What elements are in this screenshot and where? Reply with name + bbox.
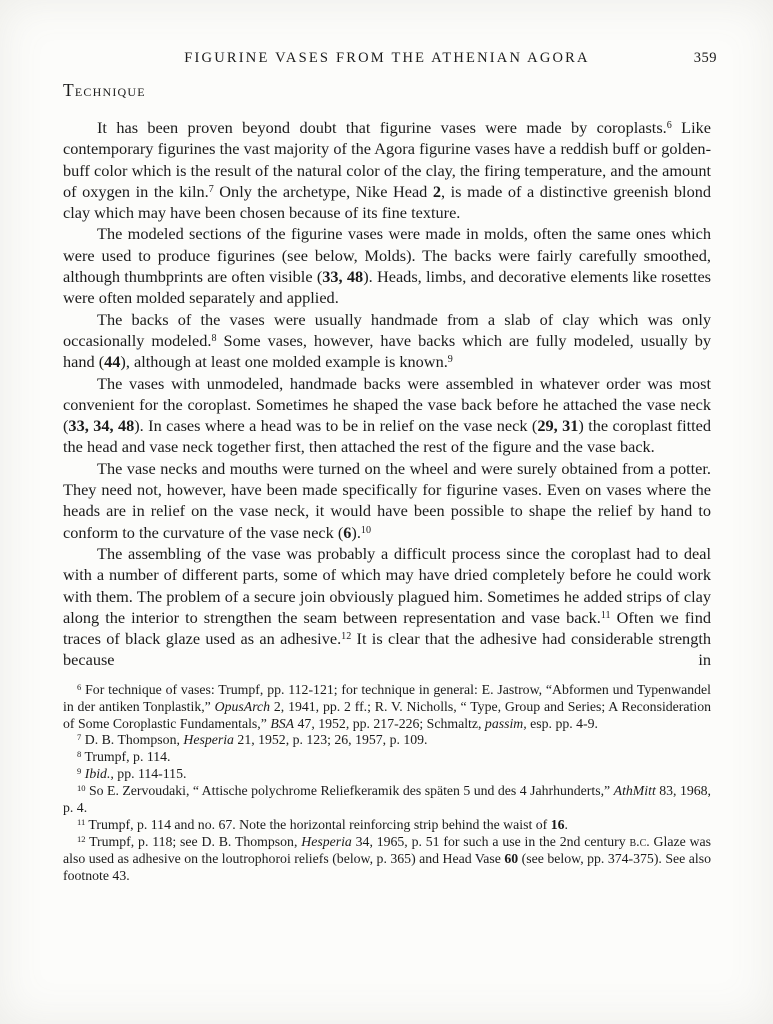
page-number: 359 bbox=[693, 50, 717, 66]
text-segment: Some vases, however, have backs which are fully modeled, usually by hand ( bbox=[63, 330, 711, 372]
text-segment: Only the archetype, Nike Head bbox=[213, 181, 433, 201]
text-segment: Trumpf, p. 118; see D. B. Thompson, bbox=[85, 833, 302, 849]
text-segment: esp. pp. 4-9. bbox=[526, 715, 598, 731]
footnote bbox=[63, 732, 711, 749]
text-segment: . bbox=[564, 816, 568, 832]
text-segment: ). bbox=[351, 522, 361, 542]
running-head bbox=[63, 50, 717, 66]
paragraph bbox=[63, 223, 711, 308]
footnote-marker: 11 bbox=[77, 816, 86, 827]
text-segment: 6 bbox=[343, 522, 352, 542]
paragraph bbox=[63, 373, 711, 458]
text-segment: For technique of vases: Trumpf, pp. 112-121; for technique in general: E. Jastrow, “Abformen und Typenwandel in der antiken Tonplastik,” bbox=[63, 681, 711, 714]
running-head-title: FIGURINE VASES FROM THE ATHENIAN AGORA bbox=[184, 50, 590, 66]
footnote bbox=[63, 783, 711, 817]
text-segment: OpusArch bbox=[214, 698, 271, 714]
text-segment: , is made of a distinctive greenish blond clay which may have been chosen because of its fine texture. bbox=[63, 181, 711, 223]
text-segment: D. B. Thompson, bbox=[81, 732, 184, 748]
text-segment: Trumpf, p. 114. bbox=[81, 749, 171, 765]
paragraph bbox=[63, 309, 711, 373]
text-segment: Trumpf, p. 114 and no. 67. Note the horizontal reinforcing strip behind the waist of bbox=[85, 816, 551, 832]
text-segment: ). Heads, limbs, and decorative elements like rosettes were often molded separately and applied. bbox=[63, 267, 712, 308]
paragraph bbox=[63, 458, 711, 543]
footnote bbox=[63, 834, 711, 885]
text-segment: The backs of the vases were usually handmade from a slab of clay which was only occasionally modeled. bbox=[63, 309, 711, 350]
footnote bbox=[63, 682, 711, 733]
text-segment: Often we find traces of black glaze used as an adhesive. bbox=[63, 607, 711, 649]
text-segment: 21, 1952, p. 123; 26, 1957, p. 109. bbox=[233, 732, 428, 748]
text-segment: (see below, pp. 374-375). See also footnote 43. bbox=[63, 850, 711, 883]
text-segment: Ibid., bbox=[84, 766, 114, 782]
footnote-marker: 12 bbox=[77, 833, 86, 844]
text-segment: 33, 48 bbox=[322, 267, 364, 287]
text-segment: 29, 31 bbox=[537, 416, 579, 436]
text-segment: Hesperia bbox=[183, 732, 234, 748]
footnote-marker: 6 bbox=[77, 681, 82, 692]
text-segment: pp. 114-115. bbox=[113, 766, 187, 782]
text-segment: 33, 34, 48 bbox=[68, 416, 135, 436]
text-segment: It is clear that the adhesive had considerable strength because in bbox=[63, 629, 712, 670]
footnote-marker: 10 bbox=[77, 783, 86, 794]
text-segment: ), although at least one molded example is known. bbox=[120, 352, 448, 372]
text-segment: Glaze was also used as adhesive on the loutrophoroi reliefs (below, p. 365) and Head Vase bbox=[63, 833, 711, 866]
footnote-marker: 7 bbox=[208, 184, 214, 196]
text-segment: 60 bbox=[504, 850, 519, 866]
footnote-marker: 8 bbox=[77, 749, 82, 760]
footnote-marker: 8 bbox=[211, 333, 217, 345]
footnote-marker: 11 bbox=[600, 609, 611, 621]
footnote-marker: 10 bbox=[360, 524, 372, 536]
footnote-marker: 9 bbox=[447, 354, 453, 366]
footnote-marker: 6 bbox=[666, 120, 672, 132]
text-segment: Hesperia bbox=[301, 833, 352, 849]
paragraph bbox=[63, 543, 711, 671]
footnote-marker: 12 bbox=[341, 631, 352, 643]
text-segment: passim, bbox=[484, 715, 527, 731]
text-segment: It has been proven beyond doubt that figurine vases were made by coroplasts. bbox=[97, 118, 667, 137]
text-segment: 44 bbox=[104, 352, 121, 372]
text-segment: ) the coroplast fitted the head and vase neck together first, then attached the rest of the figure and the vase back. bbox=[63, 416, 712, 457]
text-segment: The modeled sections of the figurine vases were made in molds, often the same ones which were used to produce figurines (see below, Molds). The backs were fairly carefully smoothed, although thumbprints are often visible ( bbox=[63, 224, 711, 287]
footnote bbox=[63, 817, 711, 834]
text-segment: The assembling of the vase was probably a difficult process since the coroplast had to deal with a number of different parts, some of which may have dried completely before he could work with them. The problem of a secure join obviously plagued him. Sometimes he added strips of clay along the interior to strengthen the seam between representation and vase back. bbox=[63, 543, 711, 627]
footnotes bbox=[63, 682, 711, 885]
section-heading: Technique bbox=[63, 80, 146, 100]
text-segment: 16 bbox=[550, 816, 565, 832]
text-segment: 47, 1952, pp. 217-226; Schmaltz, bbox=[294, 715, 485, 731]
text-segment: BSA bbox=[270, 715, 295, 731]
text-segment: ). In cases where a head was to be in relief on the vase neck ( bbox=[134, 416, 538, 436]
text-segment: b.c. bbox=[629, 833, 650, 849]
text-segment: 2, 1941, pp. 2 ff.; R. V. Nicholls, “ Type, Group and Series; A Reconsideration of Some Coroplastic Fundamentals,” bbox=[63, 698, 711, 731]
text-segment: 2 bbox=[432, 181, 442, 201]
text-segment: Like contemporary figurines the vast majority of the Agora figurine vases have a reddish buff or golden-buff color which is the result of the natural color of the clay, the firing temperature, and the amount of oxygen in the kiln. bbox=[63, 118, 712, 201]
text-segment: The vase necks and mouths were turned on the wheel and were surely obtained from a potter. They need not, however, have been made specifically for figurine vases. Even on vases where the heads are in relief on the vase neck, it would have been possible to shape the relief by hand to conform to the curvature of the vase neck ( bbox=[63, 458, 711, 542]
text-segment: The vases with unmodeled, handmade backs were assembled in whatever order was most convenient for the coroplast. Sometimes he shaped the vase back before he attached the vase neck ( bbox=[63, 373, 711, 436]
text-segment: 34, 1965, p. 51 for such a use in the 2nd century bbox=[351, 833, 630, 849]
footnote bbox=[63, 749, 711, 766]
text-segment: So E. Zervoudaki, “ Attische polychrome Reliefkeramik des späten 5 und des 4 Jahrhunderts,” bbox=[85, 783, 614, 799]
footnote-marker: 9 bbox=[77, 766, 82, 777]
footnote bbox=[63, 766, 711, 783]
paragraph bbox=[63, 117, 711, 223]
text-segment: AthMitt bbox=[613, 783, 656, 799]
text-segment: 83, 1968, p. 4. bbox=[63, 783, 711, 816]
body-paragraphs bbox=[63, 117, 711, 671]
footnote-marker: 7 bbox=[77, 732, 82, 743]
